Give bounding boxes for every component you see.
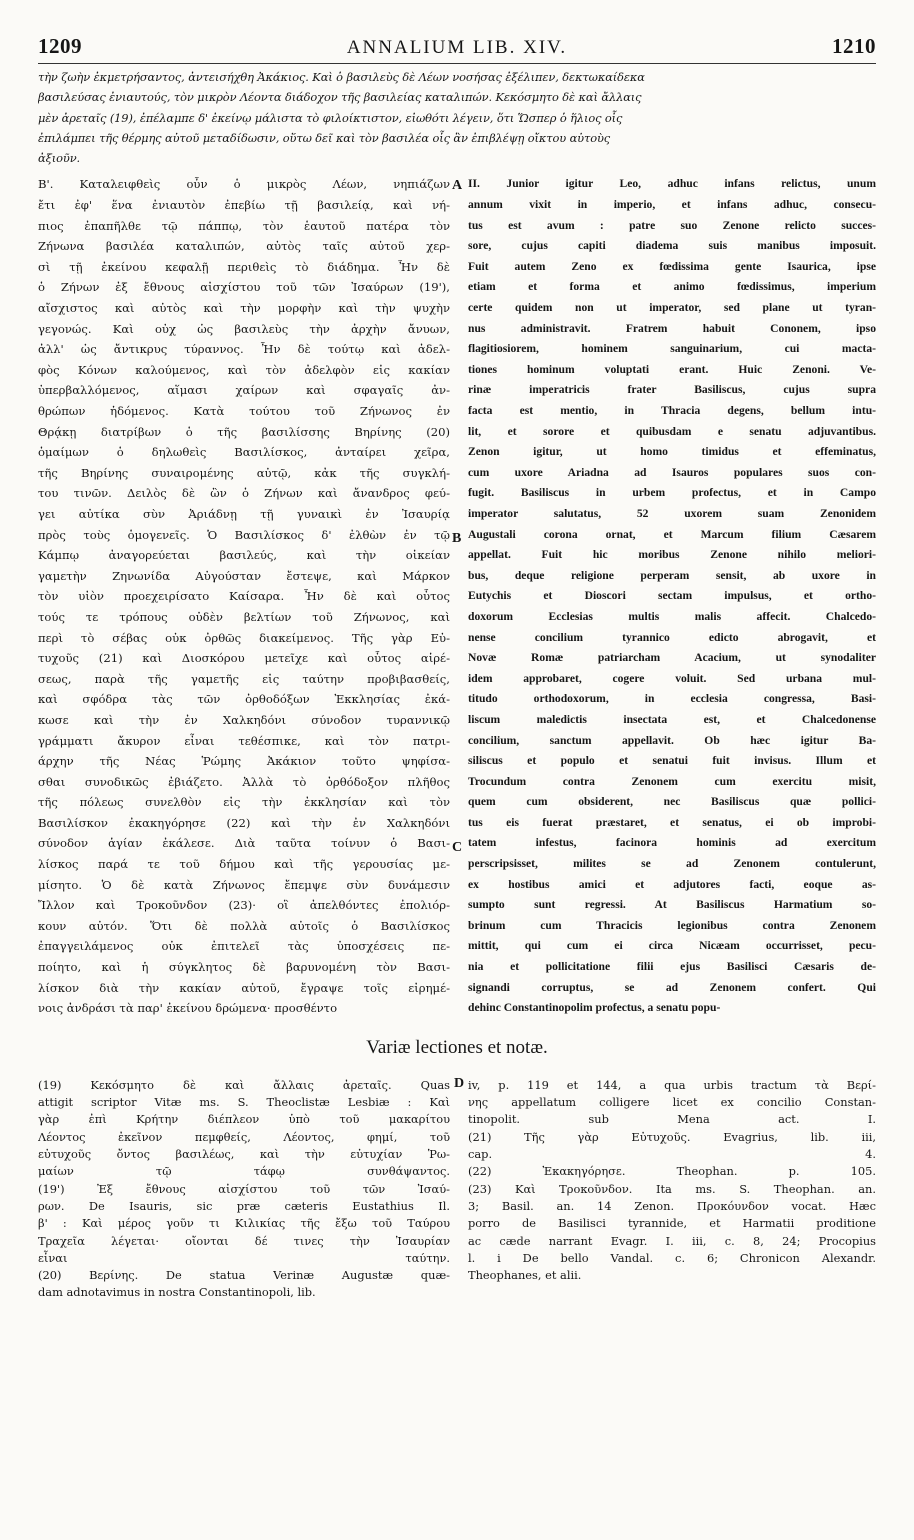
latin-text-line: etiam et forma et animo fœdissimus, imperium bbox=[468, 280, 876, 294]
latin-text-line: tus eis fuerat præstaret, et senatus, ei ob improbi- bbox=[468, 815, 876, 829]
note-line: l. i De bello Vandal. c. 6; Chronicon Alexandr. bbox=[468, 1250, 876, 1265]
greek-text-line: Ζήνωνα βασιλέα καταλιπών, αὐτὸς ταῖς αὐτοῦ χερ- bbox=[38, 239, 450, 254]
note-line: (20) Βερίνης. De statua Verinæ Augustæ quæ- bbox=[38, 1268, 450, 1283]
latin-text-line: mittit, qui cum ei circa Nicæam occurrisset, pecu- bbox=[468, 939, 876, 953]
note-line: νης appellatum colligere licet ex concilio Constan- bbox=[468, 1095, 876, 1110]
note-line: cap. 4. bbox=[468, 1147, 876, 1162]
latin-text-line: signandi corruptus, se ad Zenonem confert. Qui bbox=[468, 980, 876, 994]
greek-text-line: του τινῶν. Δειλὸς δὲ ὢν ὁ Ζήνων καὶ ἄνανδρος φεύ- bbox=[38, 486, 450, 501]
notes-section bbox=[38, 1077, 876, 1302]
latin-column bbox=[468, 174, 876, 1018]
intro-line: ἀξιοῦν. bbox=[38, 151, 81, 166]
greek-text-line: λίσκον διὰ τὴν κακίαν αὐτοῦ, ἔγραψε τοῖς εἰρημέ- bbox=[38, 980, 450, 995]
latin-text-line: Augustali corona ornat, et Marcum filium Cæsarem bbox=[468, 527, 876, 541]
running-head bbox=[38, 34, 876, 59]
note-line: tinopolit. sub Mena act. I. bbox=[468, 1112, 876, 1127]
greek-text-line: κουν αὐτόν. Ὅτι δὲ πολλὰ αὐτοῖς ὁ Βασιλίσκος bbox=[38, 918, 450, 933]
latin-text-line: lit, et sorore et quibusdam e senatu adjuvantibus. bbox=[468, 424, 876, 438]
greek-text-line: Β'. Καταλειφθεὶς οὖν ὁ μικρὸς Λέων, νηπιάζων bbox=[38, 177, 450, 192]
note-line: μαίων τῷ τάφῳ συνθάψαντος. bbox=[38, 1164, 450, 1179]
latin-text-line: nia et pollicitatione filii ejus Basilisci Cæsaris de- bbox=[468, 960, 876, 974]
latin-text-line: imperator salutatus, 52 uxorem suam Zenonidem bbox=[468, 506, 876, 520]
greek-text-line: τούς τε τρόπους οὐδὲν βελτίων τοῦ Ζήνωνος, καὶ bbox=[38, 609, 450, 624]
greek-text-line: μίσητο. Ὁ δὲ κατὰ Ζήνωνος ἔπεμψε σὺν δυνάμεσιν bbox=[38, 877, 450, 892]
latin-text-line: tus est avum : patre suo Zenone relicto succes- bbox=[468, 218, 876, 232]
greek-text-line: αἴσχιστος καὶ αὐτὸς καὶ τὴν μορφὴν καὶ τὴν ψυχὴν bbox=[38, 301, 450, 316]
latin-text-line: doxorum Ecclesias multis malis affecit. Chalcedo- bbox=[468, 609, 876, 623]
latin-text-line: quem cum obsiderent, nec Basiliscus quæ pollici- bbox=[468, 795, 876, 809]
latin-text-line: dehinc Constantinopolim profectus, a senatu popu- bbox=[468, 1001, 721, 1015]
greek-text-line: σθαι συνοδικῶς ἐβιάζετο. Ἀλλὰ τὸ ὀρθόδοξον πλῆθος bbox=[38, 774, 450, 789]
greek-text-line: τῆς Βηρίνης συναιρομένης αὐτῷ, κἀκ τῆς συγκλή- bbox=[38, 465, 450, 480]
latin-text-line: tatem infestus, facinora hominis ad exercitum bbox=[468, 836, 876, 850]
greek-text-line: ποίητο, καὶ ἡ σύγκλητος δὲ βαρυνομένη τὸν Βασι- bbox=[38, 960, 450, 975]
latin-text-line: sumpto sunt regressi. At Basiliscus Harmatium so- bbox=[468, 898, 876, 912]
latin-text-line: brinum cum Thracicis legionibus contra Zenonem bbox=[468, 918, 876, 932]
latin-text-line: nense concilium tyrannico edicto abrogavit, et bbox=[468, 630, 876, 644]
greek-text-line: τυχοῦς (21) καὶ Διοσκόρου μετεῖχε καὶ οὗτος αἱρέ- bbox=[38, 651, 450, 666]
greek-text-line: γαμετὴν Ζηνωνίδα Αὐγούσταν ἔστεψε, καὶ Μάρκον bbox=[38, 568, 450, 583]
running-title: ANNALIUM LIB. XIV. bbox=[346, 37, 568, 58]
latin-text-line: appellat. Fuit hic moribus Zenone nihilo meliori- bbox=[468, 548, 876, 562]
book-page bbox=[38, 34, 876, 1302]
margin-marker-c: C bbox=[452, 840, 463, 856]
greek-text-line: πρὸς τοὺς ὁμογενεῖς. Ὁ Βασιλίσκος δ' ἐλθὼν ἐν τῷ bbox=[38, 527, 450, 542]
greek-text-line: γει αὐτίκα σὺν Ἀριάδνῃ τῇ γυναικὶ ἐν Ἰσαυρίᾳ bbox=[38, 506, 450, 521]
page-number-left: 1209 bbox=[38, 34, 82, 58]
greek-text-line: περὶ τὸ σέβας οὐκ ὀρθῶς διακείμενος. Τῆς γὰρ Εὐ- bbox=[38, 630, 450, 645]
latin-text-line: flagitiosiorem, hominem sanguinarium, cui macta- bbox=[468, 342, 876, 356]
note-line: ac cæde narrant Evagr. I. iii, c. 8, 24; Procopius bbox=[468, 1233, 876, 1248]
greek-text-line: ὁ Ζήνων ἐξ ἔθνους αἰσχίστου τοῦ τῶν Ἰσαύρων (19'), bbox=[38, 280, 450, 295]
latin-text-line: bus, deque religione perperam sensit, ab uxore in bbox=[468, 568, 876, 582]
latin-text-line: liscum maledictis insectata est, et Chalcedonense bbox=[468, 712, 876, 726]
note-line: Theophanes, et alii. bbox=[468, 1268, 582, 1283]
intro-line: μὲν ἀρεταῖς (19), ἐπέλαμπε δ' ἐκείνῳ μάλιστα τὸ φιλοίκτιστον, εἰωθότι λέγειν, ὅτι Ὥσπερ ὁ ἥλιος οἷς bbox=[38, 110, 623, 125]
greek-text-line: ἔτι ἐφ' ἕνα ἐνιαυτὸν ἐπεβίω τῇ βασιλείᾳ, καὶ νή- bbox=[38, 198, 450, 213]
latin-text-line: siliscus et populo et senatui fuit invisus. Illum et bbox=[468, 754, 876, 768]
latin-text-line: cum uxore Ariadna ad Isauros populares suos con- bbox=[468, 465, 876, 479]
note-line: porro de Basilisci tyrannide, et Harmatii proditione bbox=[468, 1216, 876, 1231]
latin-text-line: nus administravit. Fratrem habuit Cononem, ipso bbox=[468, 321, 876, 335]
latin-text-line: rinæ imperatricis frater Basiliscus, cujus supra bbox=[468, 383, 876, 397]
latin-text-line: Eutychis et Dioscori sectam impulsus, et ortho- bbox=[468, 589, 876, 603]
greek-text-line: θρώπων ἡδόμενος. Κατὰ τούτου τοῦ Ζήνωνος ἐν bbox=[38, 404, 450, 419]
note-line: dam adnotavimus in nostra Constantinopoli, lib. bbox=[38, 1285, 316, 1300]
greek-text-line: Κάμπῳ ἀναγορεύεται βασιλεύς, καὶ τὴν οἰκείαν bbox=[38, 548, 450, 563]
greek-text-line: άρχην τῆς Νέας Ῥώμης Ἀκάκιον τοῦτο ψηφίσα- bbox=[38, 754, 450, 769]
latin-text-line: II. Junior igitur Leo, adhuc infans relictus, unum bbox=[468, 177, 876, 191]
greek-text-line: ἀλλ' ὡς ἄντικρυς τύραννος. Ἦν δὲ τούτῳ καὶ ἀδελ- bbox=[38, 342, 450, 357]
latin-text-line: fugit. Basiliscus in urbem profectus, et in Campo bbox=[468, 486, 876, 500]
note-line: γὰρ ἐπὶ Κρήτην διέπλεον ὑπὸ τοῦ μακαρίτου bbox=[38, 1112, 450, 1127]
margin-marker-b: B bbox=[452, 531, 462, 547]
notes-title: Variæ lectiones et notæ. bbox=[366, 1036, 548, 1058]
greek-text-line: γεγονώς. Καὶ οὐχ ὡς βασιλεὺς τὴν ἀρχὴν ἄνυων, bbox=[38, 321, 450, 336]
intro-line: βασιλεύσας ἐνιαυτούς, τὸν μικρὸν Λέοντα διάδοχον τῆς βασιλείας καταλιπών. Κεκόσμητο δὲ καὶ ἄλλαις bbox=[38, 90, 642, 105]
main-columns bbox=[38, 174, 876, 1018]
greek-text-line: γράμματι ἄκυρον εἶναι τεθέσπικε, καὶ τὸν πατρι- bbox=[38, 733, 450, 748]
note-line: iv, p. 119 et 144, a qua urbis tractum τὰ Βερί- bbox=[468, 1077, 876, 1092]
note-line: (21) Τῆς γὰρ Εὐτυχοῦς. Evagrius, lib. iii, bbox=[468, 1129, 876, 1144]
note-line: attigit scriptor Vitæ ms. S. Theoclistæ Lesbiæ : Καὶ bbox=[38, 1095, 450, 1110]
latin-text-line: Trocundum contra Zenonem cum exercitu misit, bbox=[468, 774, 876, 788]
greek-text-line: λίσκος παρά τε τοῦ δήμου καὶ τῆς γερουσίας με- bbox=[38, 857, 450, 872]
latin-text-line: titudo orthodoxorum, in ecclesia congressa, Basi- bbox=[468, 692, 876, 706]
latin-text-line: perscripsisset, milites se ad Zenonem contulerunt, bbox=[468, 857, 876, 871]
note-line: β' : Καὶ μέρος γοῦν τι Κιλικίας τῆς ἔξω τοῦ Ταύρου bbox=[38, 1216, 450, 1231]
margin-marker-d: D bbox=[454, 1075, 465, 1091]
greek-text-line: τῆς πόλεως συνελθὸν εἰς τὴν ἐκκλησίαν καὶ τὸν bbox=[38, 795, 450, 810]
latin-text-line: tiones hominum voluptati erant. Huic Zenoni. Ve- bbox=[468, 362, 876, 376]
note-line: (19) Κεκόσμητο δὲ καὶ ἄλλαις ἀρεταῖς. Quas bbox=[38, 1077, 450, 1092]
greek-text-line: Βασιλίσκον ἐκακηγόρησε (22) καὶ τὴν ἐν Χαλκηδόνι bbox=[38, 815, 450, 830]
greek-text-line: σύνοδον ἁγίαν ἐκάλεσε. Διὰ ταῦτα τοίνυν ὁ Βασι- bbox=[38, 836, 450, 851]
note-line: εὐτυχοῦς ὄντος βασιλέως, καὶ τὴν εὐτυχίαν Ῥω- bbox=[38, 1147, 450, 1162]
note-line: ρων. De Isauris, sic præ cæteris Eustathius Il. bbox=[38, 1198, 450, 1213]
greek-text-line: πιος ἐπαπῆλθε τῷ πάππῳ, τὸν ἑαυτοῦ πατέρα τὸν bbox=[38, 218, 450, 233]
latin-text-line: ex hostibus amici et adjutores facti, eoque as- bbox=[468, 877, 876, 891]
latin-text-line: Zenon igitur, ut homo timidus et effeminatus, bbox=[468, 445, 876, 459]
note-line: (19') Ἐξ ἔθνους αἰσχίστου τοῦ τῶν Ἰσαύ- bbox=[38, 1181, 450, 1196]
greek-column bbox=[38, 174, 463, 1018]
latin-text-line: Novæ Romæ patriarcham Acacium, ut synodaliter bbox=[468, 651, 876, 665]
latin-text-line: Fuit autem Zeno ex fœdissima gente Isaurica, ipse bbox=[468, 259, 876, 273]
greek-text-line: τὸν υἱὸν προεχειρίσατο Καίσαρα. Ἦν δὲ καὶ οὗτος bbox=[38, 589, 450, 604]
margin-marker-a: A bbox=[452, 178, 463, 194]
notes-left-column bbox=[38, 1075, 465, 1302]
latin-text-line: sore, cujus capiti diadema suis manibus imposuit. bbox=[468, 239, 876, 253]
greek-text-line: καὶ σφόδρα τὰς τῶν ὀρθοδόξων Ἐκκλησίας ἐκά- bbox=[38, 692, 450, 707]
latin-text-line: idem approbaret, cogere voluit. Sed urbana mul- bbox=[468, 671, 876, 685]
note-line: εἶναι ταύτην. bbox=[38, 1250, 450, 1265]
greek-text-line: Θρᾴκῃ διατρίβων ὁ τῆς βασιλίσσης Βηρίνης (20) bbox=[38, 424, 450, 439]
note-line: Λέοντος ἐκεῖνον πεμφθείς, Λέοντος, φημί, τοῦ bbox=[38, 1129, 450, 1144]
intro-paragraph bbox=[38, 67, 876, 168]
note-line: 3; Basil. an. 14 Zenon. Προκόυνδον vocat. Hæc bbox=[468, 1198, 876, 1213]
intro-line: ἐπιλάμπει τῆς θέρμης αὐτοῦ μεταδίδωσιν, οὕτω δεῖ καὶ τὸν βασιλέα οἷς ἂν ἐπιβλέψῃ οἴκτου αὐτοὺς bbox=[38, 130, 611, 145]
page-number-right: 1210 bbox=[831, 34, 876, 58]
note-line: (23) Καὶ Τροκοῦνδον. Ita ms. S. Theophan. an. bbox=[468, 1181, 876, 1196]
header-rule bbox=[38, 63, 876, 64]
note-line: Τραχεῖα λέγεται· οἴονται δέ τινες τὴν Ἰσαυρίαν bbox=[38, 1233, 450, 1248]
latin-text-line: annum vixit in imperio, et infans adhuc, consecu- bbox=[468, 198, 876, 212]
greek-text-line: ὑπερβαλλόμενος, αἵμασι χαίρων καὶ σφαγαῖς ἀν- bbox=[38, 383, 450, 398]
greek-text-line: ὁμαίμων ὁ δηλωθεὶς Βασιλίσκος, ἀνταίρει χεῖρα, bbox=[38, 445, 450, 460]
intro-line: τὴν ζωὴν ἐκμετρήσαντος, ἀντεισήχθη Ἀκάκιος. Καὶ ὁ βασιλεὺς δὲ Λέων νοσήσας ἐξέλιπεν, δεκτωκαίδεκα bbox=[38, 70, 645, 84]
greek-text-line: σεως, παρὰ τῆς γαμετῆς εἰς ταύτην προβιβασθείς, bbox=[38, 671, 450, 686]
greek-text-line: ἐπαγγειλάμενος οὐκ ἐπιτελεῖ τὰς ὑποσχέσεις πε- bbox=[38, 939, 450, 954]
notes-right-column bbox=[468, 1077, 876, 1302]
latin-text-line: certe quidem non ut imperator, sed plane ut tyran- bbox=[468, 301, 876, 315]
greek-text-line: φὸς Κόνων καλούμενος, καὶ τὸν ἀδελφὸν εἰς κακίαν bbox=[38, 362, 450, 377]
latin-text-line: concilium, sanctum appellavit. Ob hæc igitur Ba- bbox=[468, 733, 876, 747]
greek-text-line: νοις ἀνδράσι τὰ παρ' ἐκείνου δρώμενα· προσθέντο bbox=[38, 1001, 338, 1016]
greek-text-line: Ἴλλον καὶ Τροκοῦνδον (23)· οἳ ἀπελθόντες ἐπολιόρ- bbox=[38, 898, 450, 913]
greek-text-line: σὶ τῇ ἐκείνου κεφαλῇ περιθεὶς τὸ διάδημα. Ἦν δὲ bbox=[38, 259, 450, 274]
latin-text-line: facta est mentio, in Thracia degens, bellum intu- bbox=[468, 404, 876, 418]
greek-text-line: κωσε καὶ τὴν ἐν Χαλκηδόνι σύνοδον τυραννικῷ bbox=[38, 712, 450, 727]
note-line: (22) Ἐκακηγόρησε. Theophan. p. 105. bbox=[468, 1164, 876, 1179]
